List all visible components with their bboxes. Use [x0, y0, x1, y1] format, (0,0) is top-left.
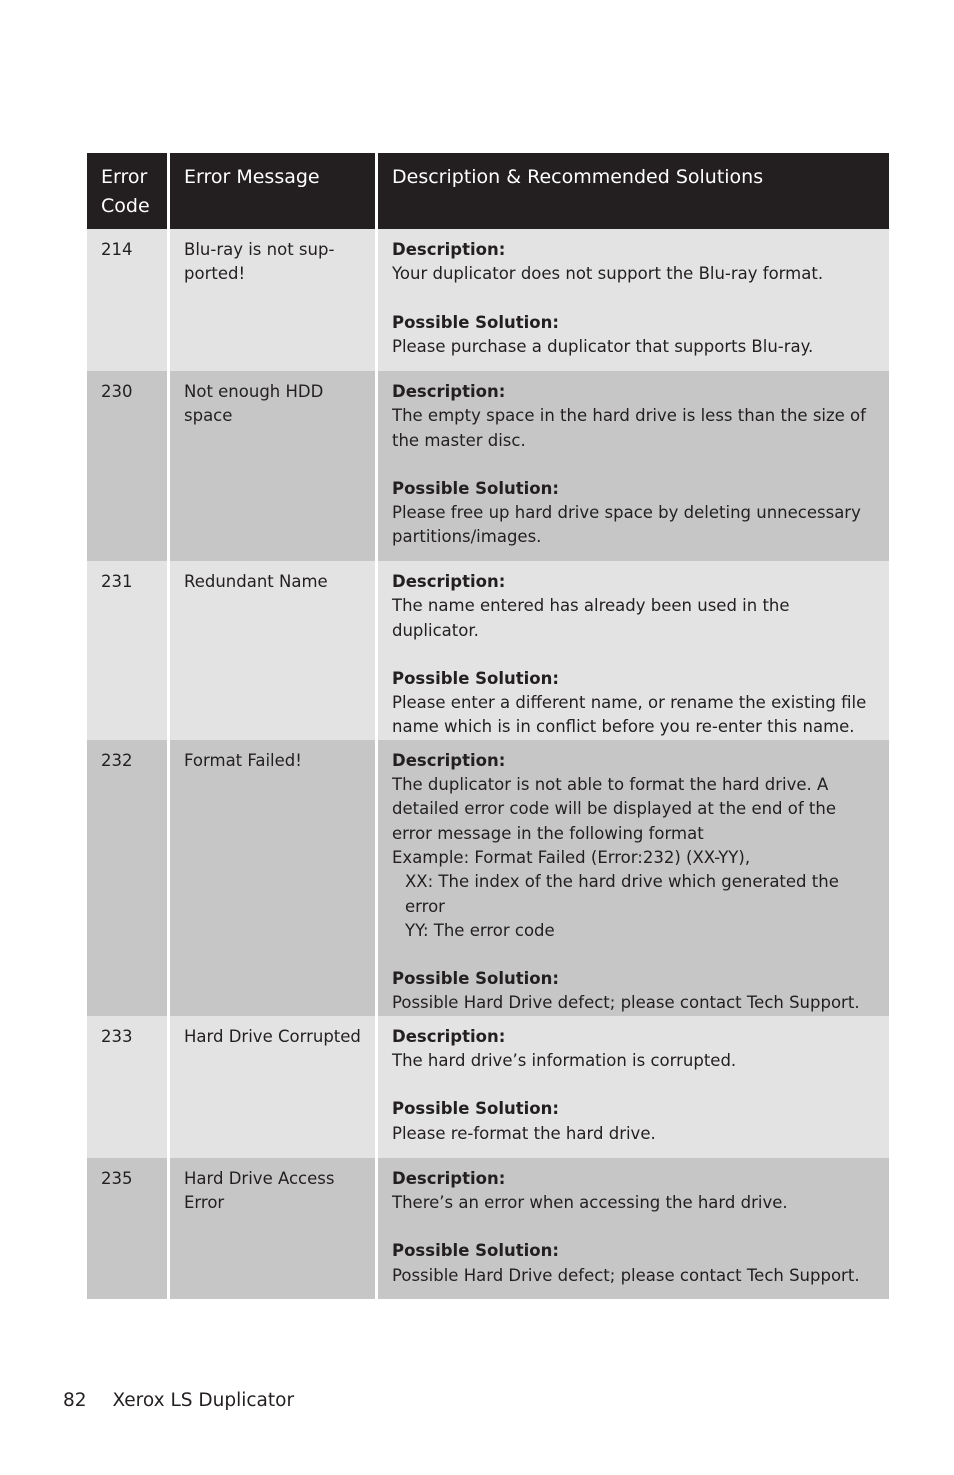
header-description: Description & Recommended Solutions	[375, 153, 889, 229]
description-cell	[375, 561, 889, 740]
table-row	[87, 229, 889, 371]
description-label: Description:	[392, 240, 506, 259]
table-row	[87, 371, 889, 561]
description-text: Your duplicator does not support the Blu-ray format.	[392, 264, 824, 284]
error-message-cell: Hard Drive Corrupted	[167, 1016, 375, 1158]
description-label: Description:	[392, 1026, 506, 1046]
solution-text: Please free up hard drive space by deleting unnecessary partitions/images.	[392, 503, 861, 547]
error-code-cell: 232	[87, 740, 167, 1016]
error-message-cell	[167, 229, 375, 371]
solution-label: Possible Solution:	[392, 969, 559, 989]
description-cell	[375, 229, 889, 371]
description-sub-item: YY: The error code	[405, 920, 555, 940]
description-cell	[375, 1016, 889, 1158]
error-message-cell: Format Failed!	[167, 740, 375, 1016]
description-cell	[375, 371, 889, 561]
solution-text: Possible Hard Drive defect; please contact Tech Support.	[392, 993, 860, 1013]
solution-label: Possible Solution:	[392, 1241, 559, 1261]
solution-text: Please re-format the hard drive.	[392, 1123, 656, 1143]
header-error-message: Error Message	[167, 153, 375, 229]
page-number: 82	[63, 1390, 87, 1411]
description-label: Description:	[392, 382, 506, 401]
table-header-row	[87, 153, 889, 229]
description-text: There’s an error when accessing the hard drive.	[392, 1193, 788, 1213]
solution-text: Please enter a different name, or rename the existing file name which is in conflict before you re-enter this name.	[392, 693, 867, 737]
table-row	[87, 1158, 889, 1299]
error-message-cell: Redundant Name	[167, 561, 375, 740]
error-message-line: Blu-ray is not sup-	[184, 240, 335, 259]
error-message-cell: Hard Drive Access Error	[167, 1158, 375, 1299]
table-row	[87, 1016, 889, 1158]
description-label: Description:	[392, 1168, 506, 1188]
error-code-cell: 214	[87, 229, 167, 371]
solution-label: Possible Solution:	[392, 312, 559, 332]
description-label: Description:	[392, 572, 506, 591]
table-row	[87, 740, 889, 1016]
description-text: The hard drive’s information is corrupted.	[392, 1051, 737, 1071]
solution-text: Possible Hard Drive defect; please contact Tech Support.	[392, 1265, 860, 1285]
description-text: The empty space in the hard drive is less than the size of the master disc.	[392, 406, 866, 450]
page-footer	[63, 1388, 294, 1414]
error-code-cell: 235	[87, 1158, 167, 1299]
solution-label: Possible Solution:	[392, 1099, 559, 1119]
description-label: Description:	[392, 750, 506, 770]
error-message-cell: Not enough HDD space	[167, 371, 375, 561]
error-code-cell: 230	[87, 371, 167, 561]
table-row	[87, 561, 889, 740]
description-example: Example: Format Failed (Error:232) (XX-YY),	[392, 847, 751, 867]
description-text: The name entered has already been used in the duplicator.	[392, 596, 790, 640]
description-cell	[375, 740, 889, 1016]
error-code-cell: 231	[87, 561, 167, 740]
description-cell	[375, 1158, 889, 1299]
description-sub-item: XX: The index of the hard drive which generated the error	[405, 872, 839, 916]
solution-text: Please purchase a duplicator that supports Blu-ray.	[392, 336, 814, 356]
error-code-table	[87, 153, 889, 1299]
description-text: The duplicator is not able to format the hard drive. A detailed error code will be displayed at the end of the error message in the following format	[392, 775, 836, 843]
header-error-code: Error Code	[87, 153, 167, 229]
solution-label: Possible Solution:	[392, 668, 559, 688]
document-title: Xerox LS Duplicator	[112, 1390, 295, 1411]
error-message-line: ported!	[184, 264, 246, 284]
error-code-cell: 233	[87, 1016, 167, 1158]
solution-label: Possible Solution:	[392, 478, 559, 498]
